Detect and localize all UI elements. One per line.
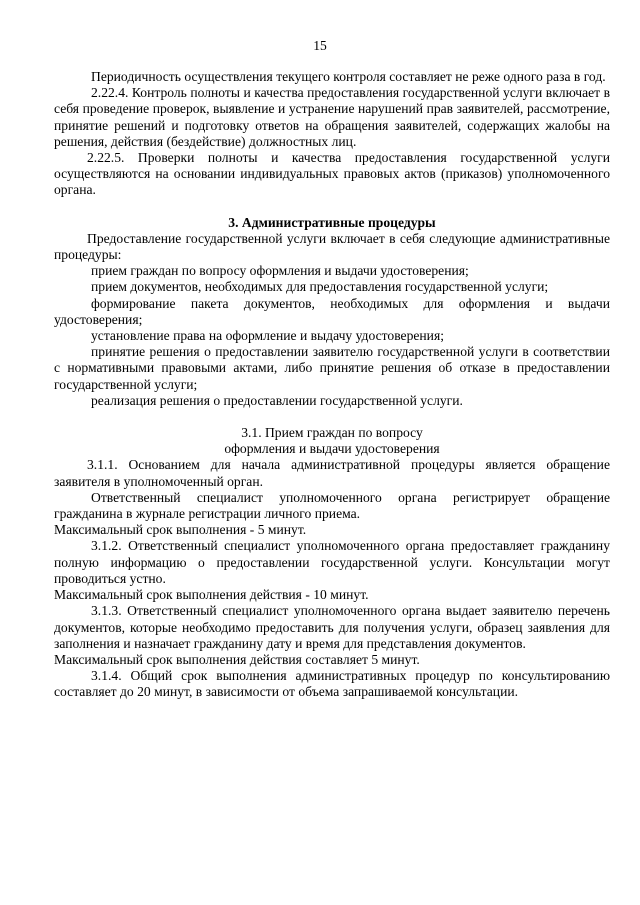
section-3-intro: Предоставление государственной услуги включает в себя следующие административные процедуры: [54, 230, 610, 263]
subsection-3-1-heading-line2: оформления и выдачи удостоверения [224, 441, 440, 457]
procedure-item: прием документов, необходимых для предоставления государственной услуги; [91, 279, 549, 295]
paragraph-max-time-10: Максимальный срок выполнения действия - 10 минут. [54, 587, 369, 603]
paragraph-2-22-4: 2.22.4. Контроль полноты и качества предоставления государственной услуги включает в себя проведение проверок, выявление и устранение нарушений прав заявителей, рассмотрение, принятие решений и подготовку ответов на обращения заявителей, содержащих жалобы на решения, действия (бездействие) должностных лиц. [54, 85, 610, 149]
procedure-item: принятие решения о предоставлении заявителю государственной услуги в соответствии с нормативными правовыми актами, либо принятие решения об отказе в предоставлении государственной услуги; [54, 344, 610, 392]
page-content [54, 69, 610, 701]
paragraph-max-time-5: Максимальный срок выполнения - 5 минут. [54, 522, 307, 538]
paragraph-registration: Ответственный специалист уполномоченного органа регистрирует обращение гражданина в журнале регистрации личного приема. [54, 489, 610, 522]
spacer [54, 409, 610, 425]
paragraph-max-time-5b: Максимальный срок выполнения действия составляет 5 минут. [54, 651, 420, 667]
procedure-item: реализация решения о предоставлении государственной услуги. [91, 392, 463, 408]
page-number: 15 [313, 38, 327, 53]
paragraph-3-1-4: 3.1.4. Общий срок выполнения административных процедур по консультированию составляет до 20 минут, в зависимости от объема запрашиваемой консультации. [54, 668, 610, 700]
paragraph-control-frequency: Периодичность осуществления текущего контроля составляет не реже одного раза в год. [91, 69, 606, 84]
paragraph-2-22-5: 2.22.5. Проверки полноты и качества предоставления государственной услуги осуществляются на основании индивидуальных правовых актов (приказов) уполномоченного органа. [54, 150, 610, 198]
subsection-3-1-heading-line1: 3.1. Прием граждан по вопросу [241, 425, 423, 441]
procedure-item: прием граждан по вопросу оформления и выдачи удостоверения; [91, 263, 469, 279]
paragraph-3-1-3: 3.1.3. Ответственный специалист уполномоченного органа выдает заявителю перечень документов, которые необходимо предоставить для получения услуги, образец заявления для заполнения и назначает гражданину дату и время для представления документов. [54, 603, 610, 651]
procedure-item: установление права на оформление и выдачу удостоверения; [91, 328, 444, 344]
procedure-item: формирование пакета документов, необходимых для оформления и выдачи удостоверения; [54, 295, 610, 327]
section-3-heading: 3. Административные процедуры [228, 214, 436, 230]
paragraph-3-1-2: 3.1.2. Ответственный специалист уполномоченного органа предоставляет гражданину полную информацию о предоставлении государственной услуги. Консультации могут проводиться устно. [54, 538, 610, 586]
spacer [54, 199, 610, 215]
paragraph-3-1-1: 3.1.1. Основанием для начала административной процедуры является обращение заявителя в уполномоченный орган. [54, 457, 610, 489]
